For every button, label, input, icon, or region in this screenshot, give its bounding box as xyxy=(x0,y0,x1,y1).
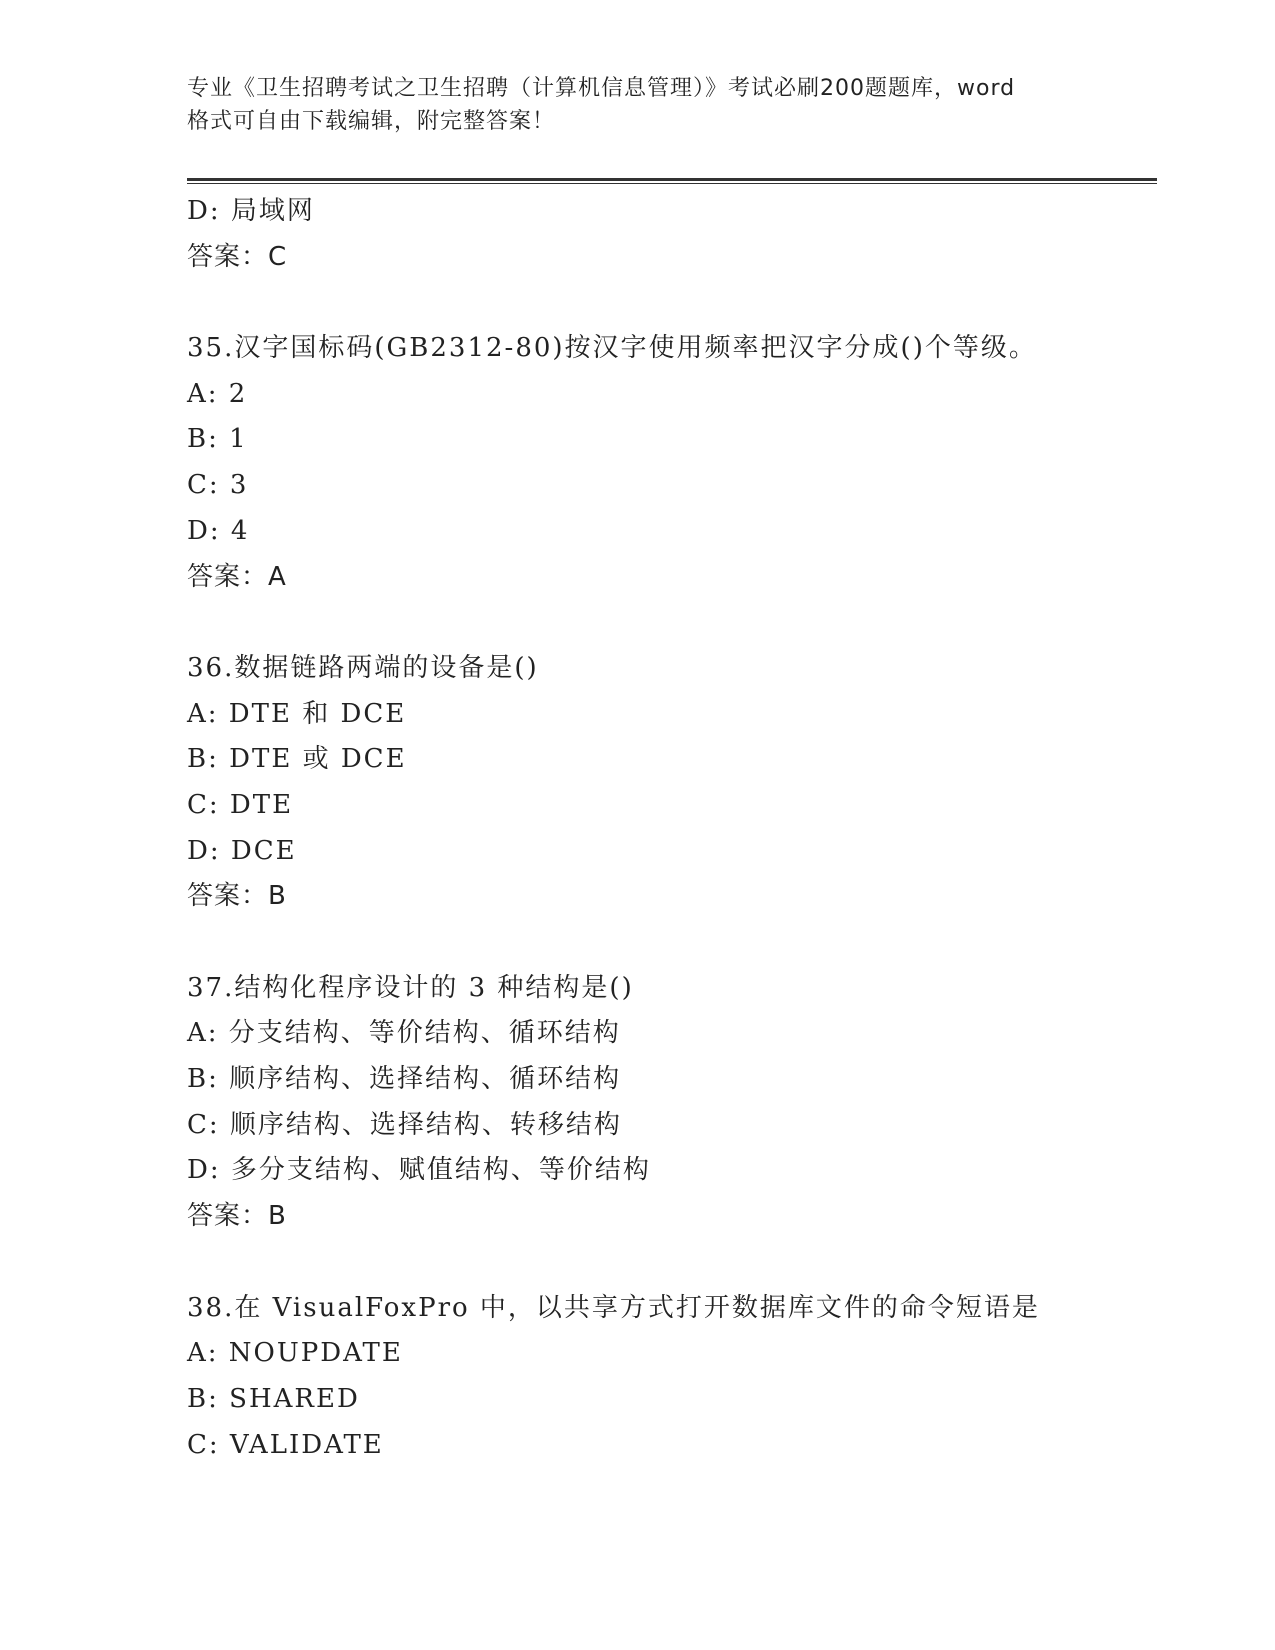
document-header xyxy=(187,72,1107,138)
option-d: D: DCE xyxy=(187,835,297,866)
spacer xyxy=(187,1240,1167,1286)
option-b: B: DTE 或 DCE xyxy=(187,744,407,775)
answer-line: 答案：B xyxy=(187,881,287,912)
option-a: A: DTE 和 DCE xyxy=(187,698,407,729)
option-a: A: NOUPDATE xyxy=(187,1338,403,1369)
option-b: B: 1 xyxy=(187,424,248,455)
header-line-2: 格式可自由下载编辑，附完整答案！ xyxy=(187,109,556,134)
spacer xyxy=(187,280,1167,326)
question-35 xyxy=(187,326,1167,600)
option-a: A: 2 xyxy=(187,378,248,409)
answer-line: 答案：A xyxy=(187,561,287,592)
question-stem: 35.汉字国标码(GB2312-80)按汉字使用频率把汉字分成()个等级。 xyxy=(187,333,1037,364)
header-rule-thick xyxy=(187,178,1157,181)
option-c: C: DTE xyxy=(187,789,294,820)
header-line-1: 专业《卫生招聘考试之卫生招聘（计算机信息管理）》考试必刷200题题库，word xyxy=(187,76,1016,101)
answer-line: 答案：C xyxy=(187,241,288,272)
option-d: D: 多分支结构、赋值结构、等价结构 xyxy=(187,1155,651,1186)
option-c: C: VALIDATE xyxy=(187,1429,384,1460)
question-37 xyxy=(187,966,1167,1240)
question-stem: 38.在 VisualFoxPro 中，以共享方式打开数据库文件的命令短语是 xyxy=(187,1292,1040,1323)
option-c: C: 顺序结构、选择结构、转移结构 xyxy=(187,1109,622,1140)
option-b: B: 顺序结构、选择结构、循环结构 xyxy=(187,1064,622,1095)
answer-line: 答案：B xyxy=(187,1201,287,1232)
option-c: C: 3 xyxy=(187,470,249,501)
question-36 xyxy=(187,646,1167,920)
question-stem: 37.结构化程序设计的 3 种结构是() xyxy=(187,972,634,1003)
question-stem: 36.数据链路两端的设备是() xyxy=(187,652,539,683)
option-d: D: 4 xyxy=(187,515,250,546)
header-rule-thin xyxy=(187,183,1157,184)
option-b: B: SHARED xyxy=(187,1383,360,1414)
spacer xyxy=(187,920,1167,966)
option-d: D: 局域网 xyxy=(187,196,315,226)
spacer xyxy=(187,600,1167,646)
previous-question-tail xyxy=(187,189,1167,280)
question-38 xyxy=(187,1286,1167,1469)
option-a: A: 分支结构、等价结构、循环结构 xyxy=(187,1018,621,1049)
question-list xyxy=(187,189,1167,1468)
